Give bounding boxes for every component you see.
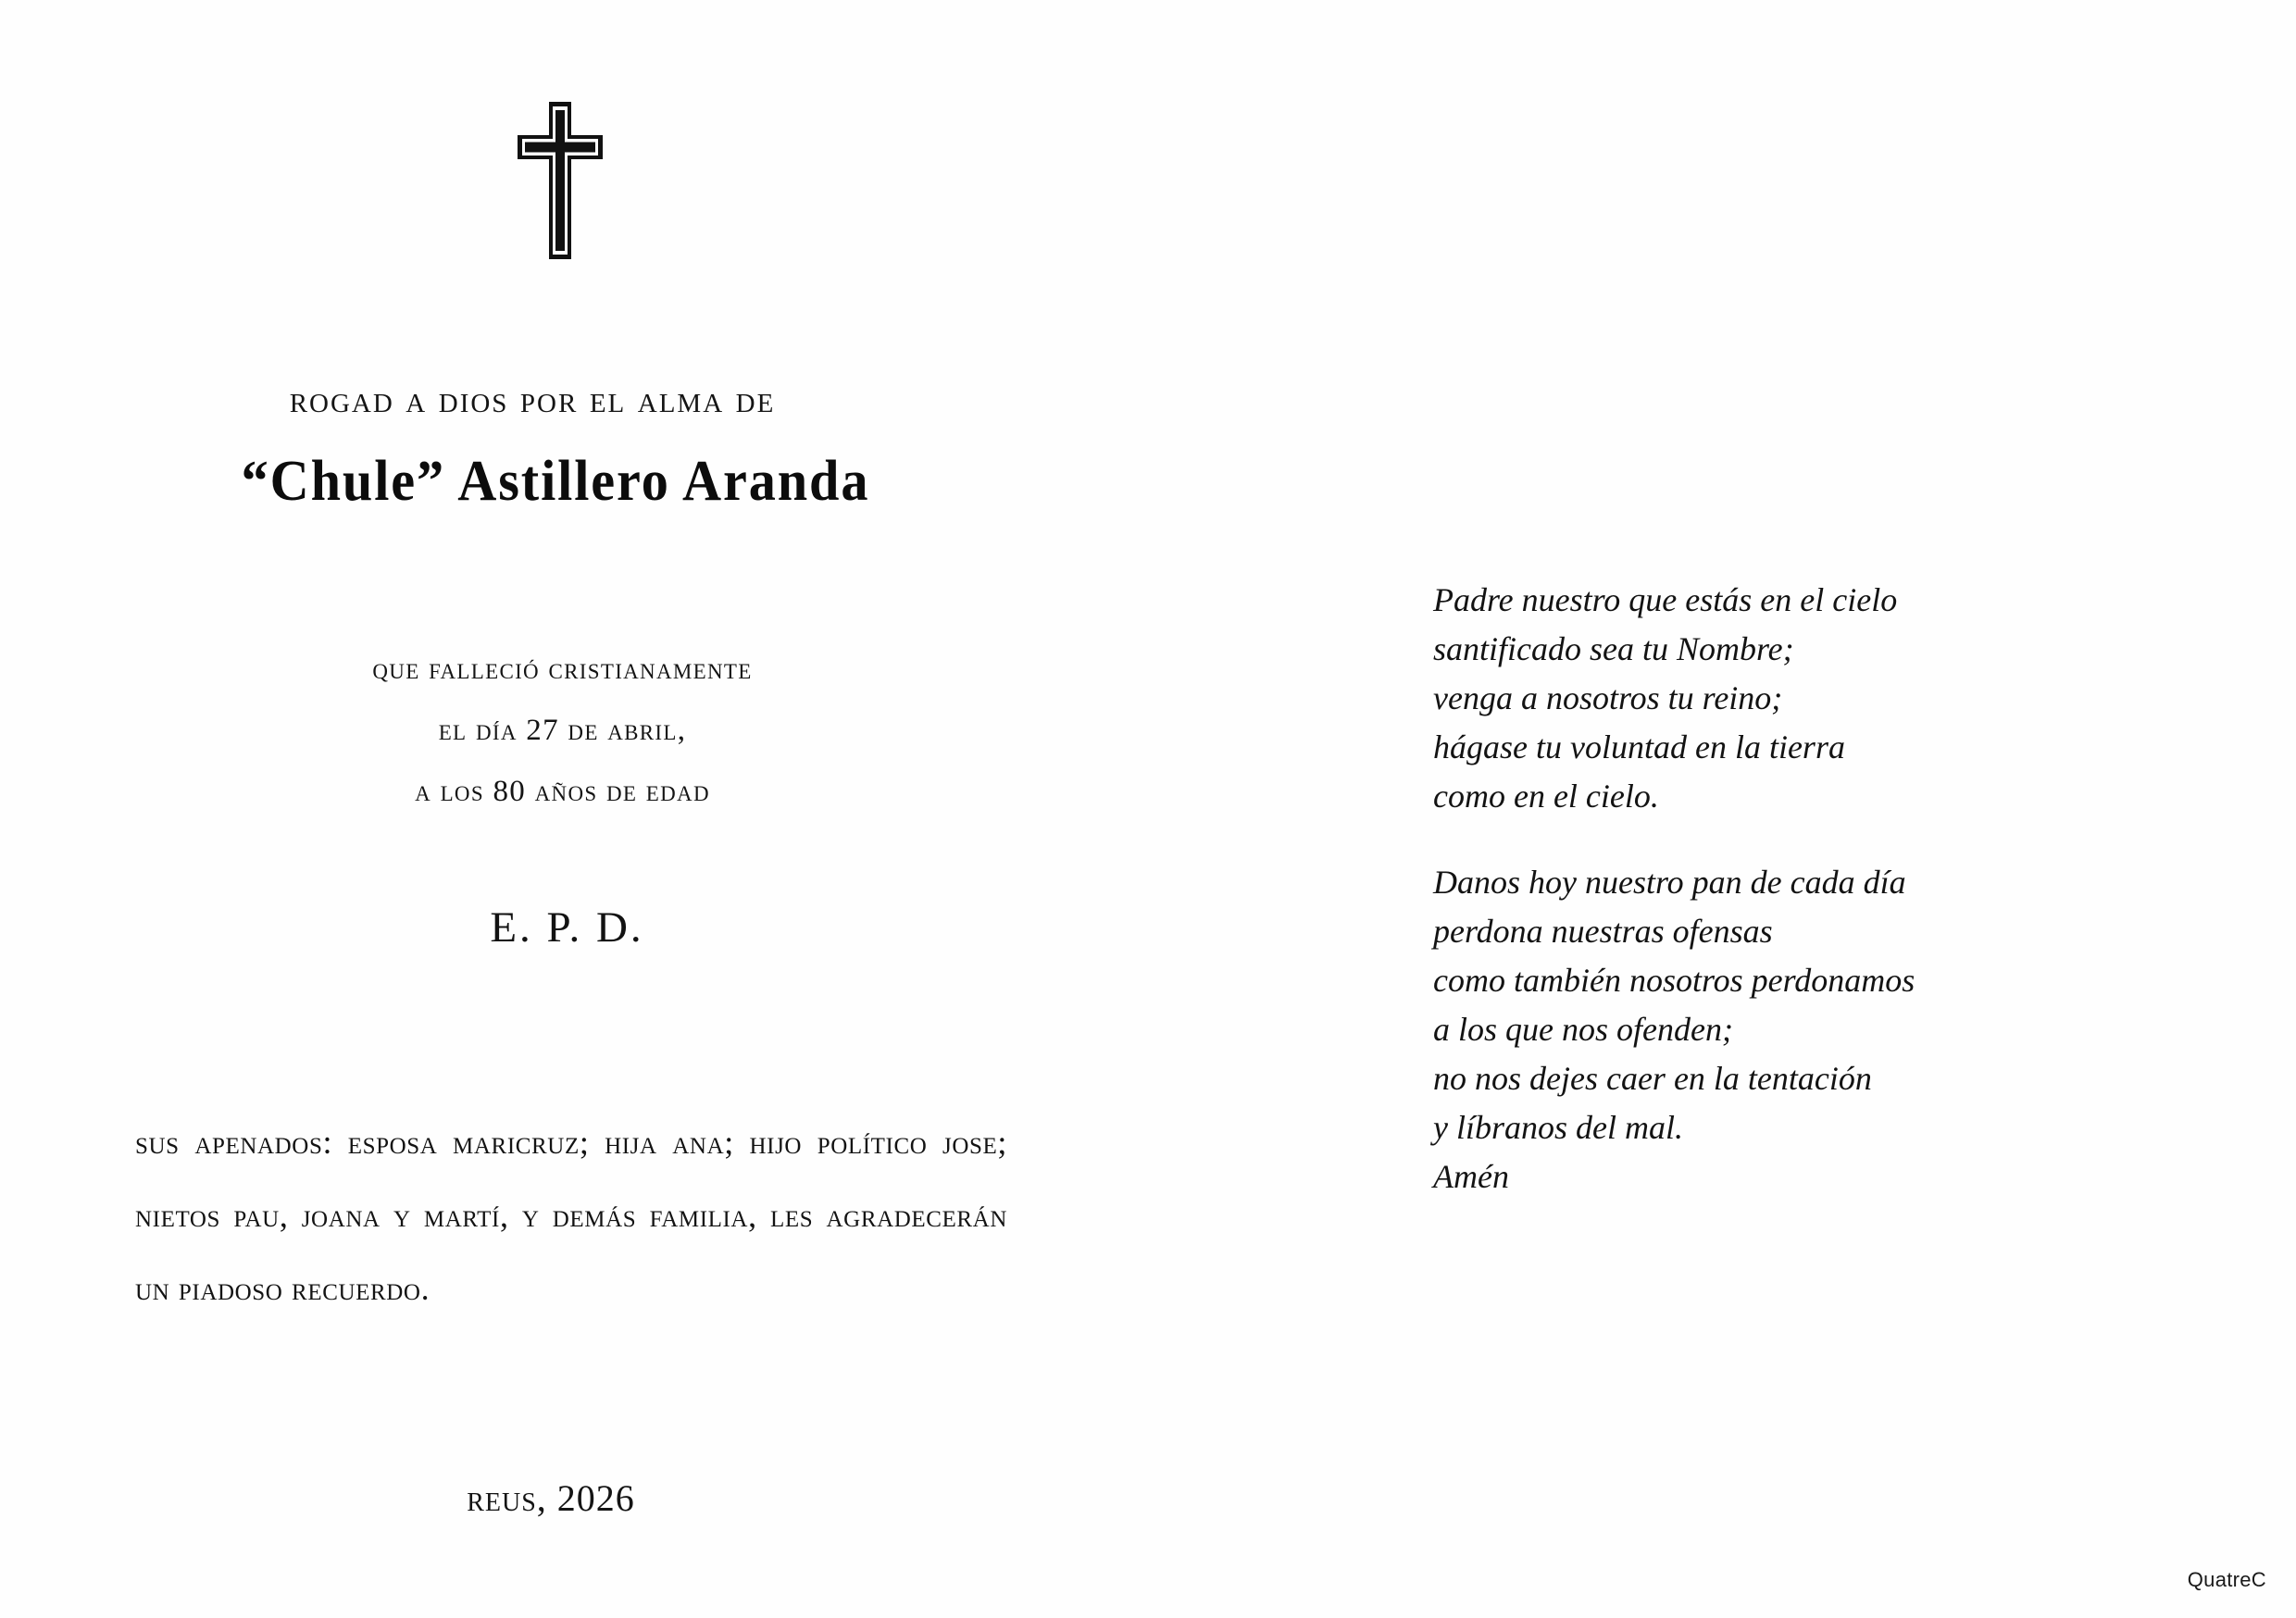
prayer-stanza-1 (1433, 576, 2137, 821)
prayer-line: como también nosotros perdonamos (1433, 962, 1915, 999)
mourners-paragraph: sus apenados: esposa maricruz; hija ana; hijo político jose; nietos pau, joana y martí, y demás familia, les agradecerán un piadoso recuerdo. (135, 1124, 1007, 1307)
prayer-line: perdona nuestras ofensas (1433, 913, 1773, 950)
prayer-line: santificado sea tu Nombre; (1433, 630, 1794, 667)
death-line: a los 80 años de edad (415, 775, 710, 808)
death-details (0, 639, 1125, 822)
prayer-line: y líbranos del mal. (1433, 1109, 1683, 1146)
memorial-main-column (0, 0, 1120, 1618)
prayer-stanza-2 (1433, 858, 2137, 1201)
latin-cross-icon (518, 102, 603, 259)
prayer-line: a los que nos ofenden; (1433, 1011, 1733, 1048)
publisher-credit: QuatreC (2187, 1568, 2266, 1591)
prayer-line: no nos dejes caer en la tentación (1433, 1060, 1872, 1097)
place-and-year: reus, 2026 (467, 1477, 635, 1519)
prayer-line: como en el cielo. (1433, 778, 1659, 815)
deceased-name: “Chule” Astillero Aranda (241, 450, 870, 513)
death-line: que falleció cristianamente (372, 653, 753, 686)
prayer-line: Padre nuestro que estás en el cielo (1433, 581, 1898, 618)
prayer-line: hágase tu voluntad en la tierra (1433, 728, 1845, 765)
death-line: el día 27 de abril, (438, 714, 687, 747)
prayer-line: Danos hoy nuestro pan de cada día (1433, 864, 1906, 901)
prayer-line: Amén (1433, 1158, 1509, 1195)
lords-prayer-text (1433, 576, 2137, 1201)
rest-in-peace-abbreviation: E. P. D. (490, 903, 644, 952)
cross-container (0, 102, 1120, 264)
prayer-line: venga a nosotros tu reino; (1433, 679, 1783, 716)
invocation-text: rogad a dios por el alma de (289, 379, 776, 421)
